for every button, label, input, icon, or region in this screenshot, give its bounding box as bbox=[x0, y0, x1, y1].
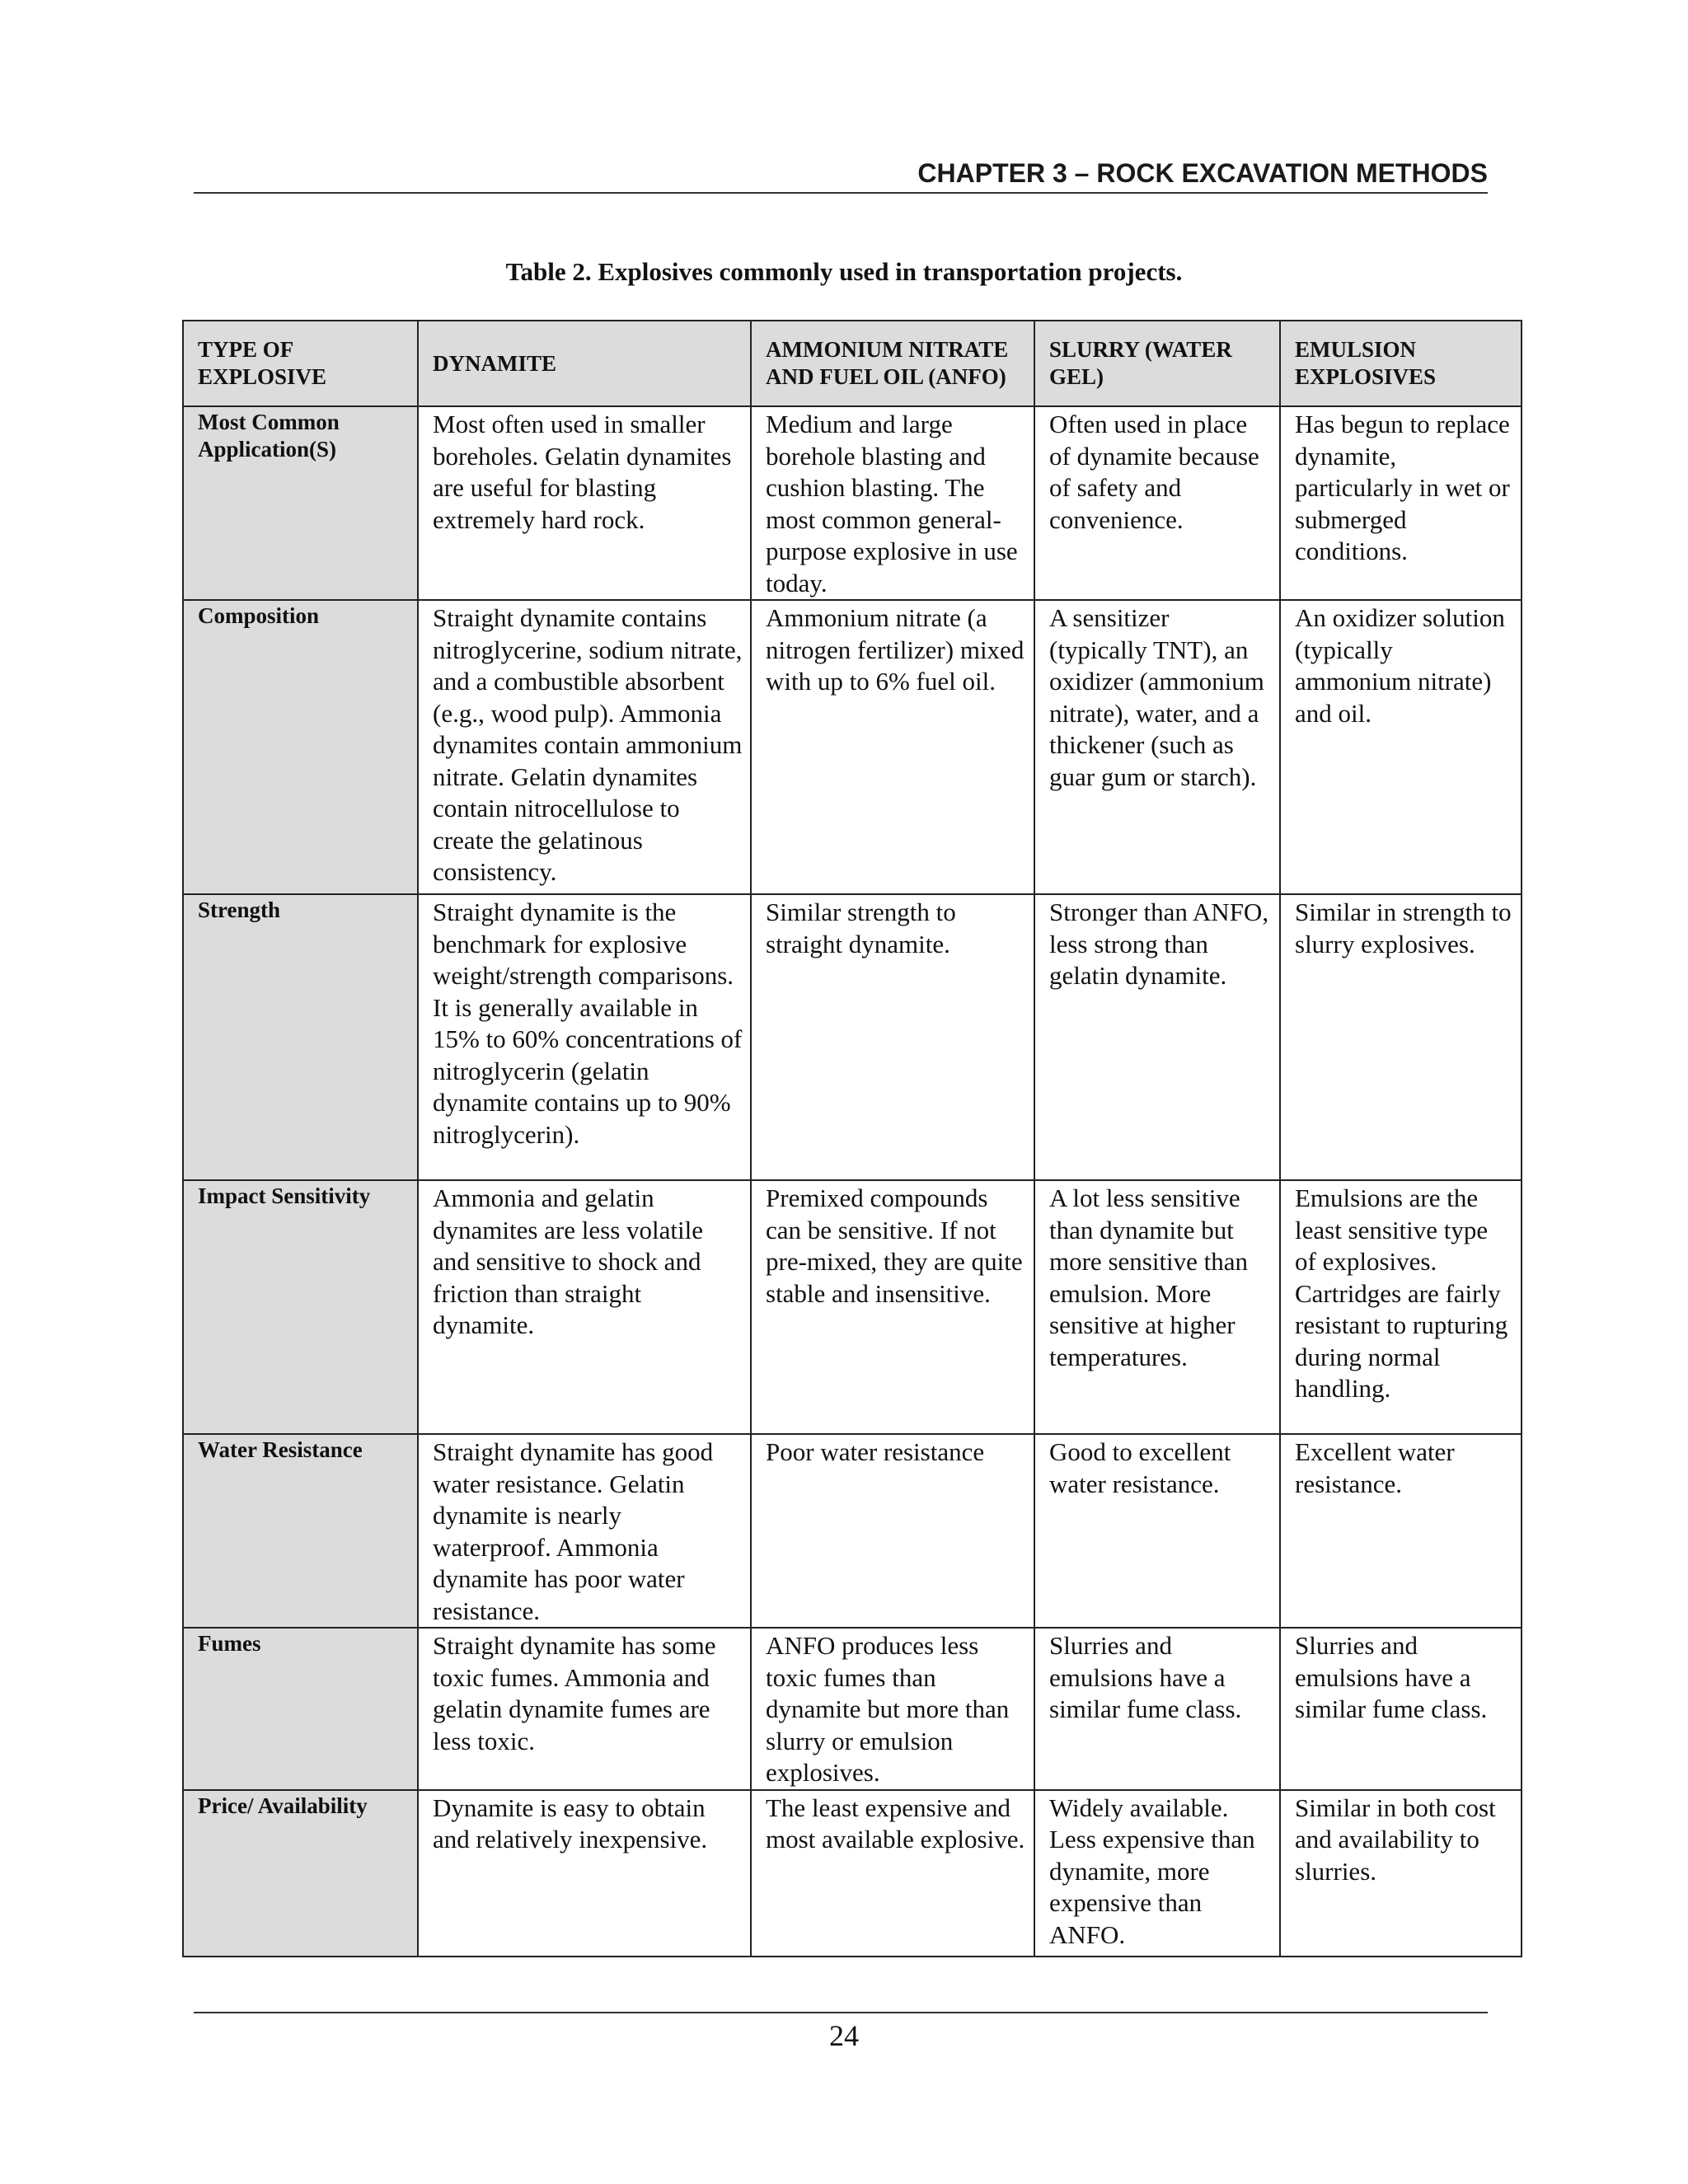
column-header-dynamite: DYNAMITE bbox=[418, 321, 751, 406]
row-header-fumes: Fumes bbox=[183, 1628, 418, 1790]
table-cell: ANFO produces less toxic fumes than dynamite but more than slurry or emulsion explosives. bbox=[751, 1628, 1034, 1790]
table-row-fumes bbox=[183, 1628, 1522, 1790]
column-header-type: TYPE OF EXPLOSIVE bbox=[183, 321, 418, 406]
row-header-application: Most Common Application(S) bbox=[183, 406, 418, 600]
table-cell: A lot less sensitive than dynamite but more sensitive than emulsion. More sensitive at higher temperatures. bbox=[1034, 1180, 1280, 1434]
table-cell: Has begun to replace dynamite, particularly in wet or submerged conditions. bbox=[1280, 406, 1522, 600]
table-cell: Straight dynamite has some toxic fumes. Ammonia and gelatin dynamite fumes are less toxic. bbox=[418, 1628, 751, 1790]
table-cell: Stronger than ANFO, less strong than gelatin dynamite. bbox=[1034, 894, 1280, 1180]
explosives-table-wrapper bbox=[182, 320, 1521, 1957]
header-rule bbox=[194, 192, 1488, 194]
table-cell: Slurries and emulsions have a similar fume class. bbox=[1034, 1628, 1280, 1790]
table-row-water-resistance bbox=[183, 1434, 1522, 1628]
table-cell: Often used in place of dynamite because of safety and convenience. bbox=[1034, 406, 1280, 600]
row-header-price-availability: Price/ Availability bbox=[183, 1790, 418, 1957]
table-cell: Similar in strength to slurry explosives. bbox=[1280, 894, 1522, 1180]
row-header-water-resistance: Water Resistance bbox=[183, 1434, 418, 1628]
table-cell: Slurries and emulsions have a similar fume class. bbox=[1280, 1628, 1522, 1790]
explosives-table bbox=[182, 320, 1522, 1957]
table-cell: Straight dynamite contains nitroglycerine, sodium nitrate, and a combustible absorbent (e.g., wood pulp). Ammonia dynamites contain ammonium nitrate. Gelatin dynamites contain nitrocellulose to create the gelatinous consistency. bbox=[418, 600, 751, 894]
column-header-slurry: SLURRY (WATER GEL) bbox=[1034, 321, 1280, 406]
table-cell: Excellent water resistance. bbox=[1280, 1434, 1522, 1628]
column-header-anfo: AMMONIUM NITRATE AND FUEL OIL (ANFO) bbox=[751, 321, 1034, 406]
row-header-strength: Strength bbox=[183, 894, 418, 1180]
table-cell: Most often used in smaller boreholes. Gelatin dynamites are useful for blasting extremely hard rock. bbox=[418, 406, 751, 600]
chapter-header: CHAPTER 3 – ROCK EXCAVATION METHODS bbox=[917, 158, 1488, 188]
table-row-application bbox=[183, 406, 1522, 600]
table-row-impact-sensitivity bbox=[183, 1180, 1522, 1434]
footer-rule bbox=[194, 2012, 1488, 2013]
table-cell: Dynamite is easy to obtain and relatively inexpensive. bbox=[418, 1790, 751, 1957]
table-cell: Emulsions are the least sensitive type of explosives. Cartridges are fairly resistant to rupturing during normal handling. bbox=[1280, 1180, 1522, 1434]
table-cell: Good to excellent water resistance. bbox=[1034, 1434, 1280, 1628]
table-caption: Table 2. Explosives commonly used in transportation projects. bbox=[505, 257, 1183, 286]
table-cell: The least expensive and most available explosive. bbox=[751, 1790, 1034, 1957]
table-cell: Straight dynamite is the benchmark for explosive weight/strength comparisons. It is generally available in 15% to 60% concentrations of nitroglycerin (gelatin dynamite contains up to 90% nitroglycerin). bbox=[418, 894, 751, 1180]
row-header-composition: Composition bbox=[183, 600, 418, 894]
table-cell: Premixed compounds can be sensitive. If not pre-mixed, they are quite stable and insensitive. bbox=[751, 1180, 1034, 1434]
table-cell: An oxidizer solution (typically ammonium nitrate) and oil. bbox=[1280, 600, 1522, 894]
table-cell: Ammonium nitrate (a nitrogen fertilizer) mixed with up to 6% fuel oil. bbox=[751, 600, 1034, 894]
table-cell: Medium and large borehole blasting and cushion blasting. The most common general-purpose explosive in use today. bbox=[751, 406, 1034, 600]
table-header-row bbox=[183, 321, 1522, 406]
table-cell: Straight dynamite has good water resistance. Gelatin dynamite is nearly waterproof. Ammonia dynamite has poor water resistance. bbox=[418, 1434, 751, 1628]
table-cell: A sensitizer (typically TNT), an oxidizer (ammonium nitrate), water, and a thickener (such as guar gum or starch). bbox=[1034, 600, 1280, 894]
table-cell: Widely available. Less expensive than dynamite, more expensive than ANFO. bbox=[1034, 1790, 1280, 1957]
table-row-strength bbox=[183, 894, 1522, 1180]
table-cell: Similar in both cost and availability to slurries. bbox=[1280, 1790, 1522, 1957]
table-row-composition bbox=[183, 600, 1522, 894]
column-header-emulsion: EMULSION EXPLOSIVES bbox=[1280, 321, 1522, 406]
page-number: 24 bbox=[829, 2019, 859, 2052]
table-cell: Poor water resistance bbox=[751, 1434, 1034, 1628]
table-cell: Ammonia and gelatin dynamites are less volatile and sensitive to shock and friction than straight dynamite. bbox=[418, 1180, 751, 1434]
row-header-impact-sensitivity: Impact Sensitivity bbox=[183, 1180, 418, 1434]
table-row-price-availability bbox=[183, 1790, 1522, 1957]
table-cell: Similar strength to straight dynamite. bbox=[751, 894, 1034, 1180]
